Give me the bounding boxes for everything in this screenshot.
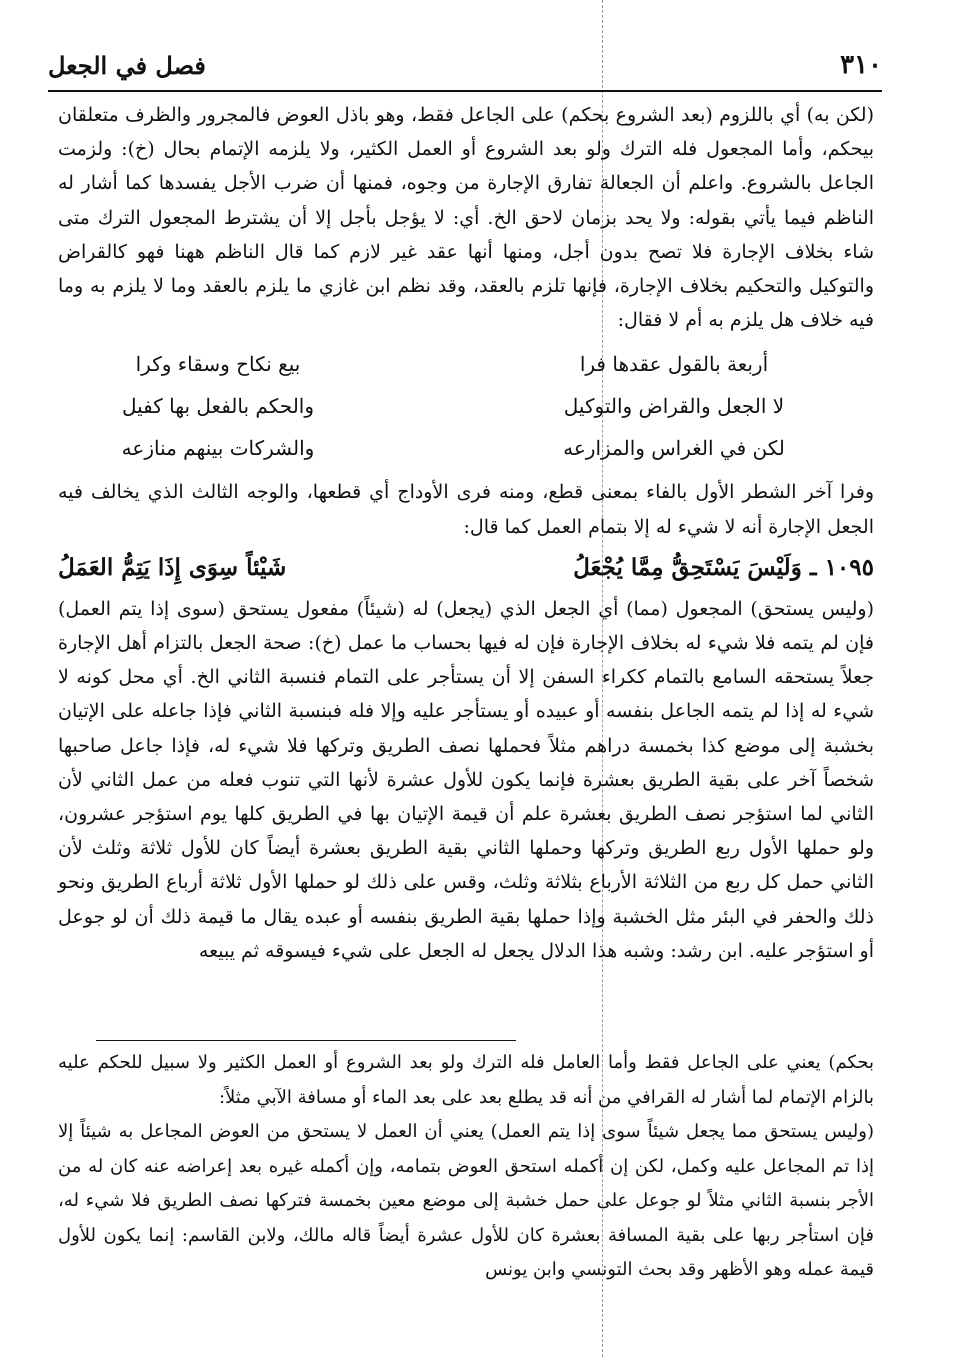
paragraph-commentary-2: وفرا آخر الشطر الأول بالفاء بمعنى قطع، ومنه فرى الأوداج أي قطعها، والوجه الثالث الذي يخالف فيه الجعل الإجارة أنه لا شيء له إلا بتمام العمل كما قال: <box>58 481 874 538</box>
footnote-2: (وليس يستحق مما يجعل شيئاً سوى إذا يتم العمل) يعني أن العمل لا يستحق من العوض المجاعل به شيئاً إلا إذا تم المجاعل عليه وكمل، لكن إن أكمله استحق العوض بتمامه، وإن أكمله غيره بعد إعراضه عنه كان له من الأجر بنسبة الثاني مثلاً لو جوعل على حمل خشبة إلى موضع معين بخمسة فتركها نصف الطريق فلا شيء له، فإن استأجر ربها على بقية المسافة بعشرة كان للأول عشرة أيضاً قاله مالك، ولابن القاسم: إنما يكون للأول قيمة عمله وهو الأظهر وقد بحث التونسي وابن يونس <box>58 1121 874 1280</box>
numbered-verse-lead <box>573 551 874 585</box>
header-rule <box>48 90 882 92</box>
chapter-title: فصل في الجعل <box>48 50 206 80</box>
footnote-rule <box>96 1040 516 1041</box>
poem-verse <box>58 343 874 385</box>
verse-first-hemistich: لكن في الغراس والمزارعه <box>563 436 785 461</box>
verse-second-hemistich: والحكم بالفعل بها كفيل <box>121 394 314 419</box>
verse-second-hemistich: بيع نكاح وسقاء وكرا <box>135 352 301 377</box>
verse-first-hemistich: أربعة بالقول عقدها فرا <box>579 352 769 377</box>
poem-verse <box>58 385 874 427</box>
paragraph-commentary-3: (وليس يستحق) المجعول (مما) أي الجعل الذي (يجعل) له (شيئاً) مفعول يستحق (سوى إذا يتم العمل) فإن لم يتمه فلا شيء له بخلاف الإجارة فإن له فيها بحساب ما عمل (خ): صحة الجعل بالتزام أهل الإجارة جعلاً يستحقه السامع بالتمام ككراء السفن إلا أن يستأجر على التمام فنسبة الثاني الخ. أي محل كونه لا شيء له إذا لم يتمه الجاعل بنفسه أو عبيده أو يستأجر عليه وإلا فله فبنسبة الثاني فإذا جاعله على الإتيان بخشبة إلى موضع كذا بخمسة دراهم مثلاً فحملها نصف الطريق وتركها فلا شيء له، فإذا جاعل صاحبها شخصاً آخر على بقية الطريق بعشرة فإنما يكون للأول عشرة لأنها التي تنوب فعله من عمل الثاني لأن الثاني لما استؤجر نصف الطريق بعشرة علم أن قيمة الإتيان بها في الطريق كلها يوم استؤجر عشرون، ولو حملها الأول ربع الطريق وتركها وحملها الثاني بقية الطريق بعشرة أيضاً كان للأول ثلاثة وثلث لأن الثاني حمل كل ربع من الثلاثة الأرباع بثلاثة وثلث، وقس على ذلك لو حملها الأول ثلاثة أرباع الطريق ونحو ذلك والحفر في البئر مثل الخشبة وإذا حملها بقية الطريق بنفسه أو عبده يقال ما قيمة ذلك أن لو جوعل أو استؤجر عليه. ابن رشد: وشبه هذا الدلال يجعل له الجعل على شيء فيسوقه ثم يبيعه <box>58 597 874 962</box>
page-header <box>48 42 882 88</box>
poem-block <box>58 343 874 469</box>
footnote-1: بحكم) يعني على الجاعل فقط وأما العامل فله الترك ولو بعد الشروع أو العمل الكثير ولا سبيل للحكم عليه بالزام الإتمام لما أشار له القرافي من أنه قد يطلع بعد على بعد الماء أو مسافة الآبي مثلاً: <box>58 1052 874 1108</box>
verse-first-hemistich: لا الجعل والقراض والتوكيل <box>563 394 785 419</box>
footnotes <box>58 1046 874 1288</box>
verse-number: ١٠٩٥ ـ <box>809 553 874 581</box>
page-number: ٣١٠ <box>840 50 882 80</box>
paragraph-commentary-1: (لكن به) أي باللزوم (بعد الشروع بحكم) على الجاعل فقط، وهو باذل العوض فالمجرور والظرف متعلقان بيحكم، وأما المجعول فله الترك ولو بعد الشروع أو العمل الكثير، ولا يلزمه الإتمام بحال (خ): ولزمت الجاعل بالشروع. واعلم أن الجعالة تفارق الإجارة من وجوه، فمنها أن ضرب الأجل يفسدها كما أشار له الناظم فيما يأتي بقوله: ولا يحد بزمان لاحق الخ. أي: لا يؤجل بأجل إلا أن يشترط المجعول الترك متى شاء بخلاف الإجارة فلا تصح بدون أجل، ومنها أنها عقد غير لازم كما قال الناظم ههنا فهو كالقراض والتوكيل والتحكيم بخلاف الإجارة، فإنها تلزم بالعقد، وقد نظم ابن غازي ما يلزم بالعقد وما لا يلزم به وما فيه خلاف هل يلزم به أم لا فقال: <box>58 104 874 332</box>
numbered-verse-second-hemistich: شَيْئاً سِوَى إِذَا يَتِمُّ العَمَلُ <box>58 553 287 581</box>
numbered-verse-1095 <box>58 546 874 590</box>
main-text <box>58 98 874 968</box>
verse-second-hemistich: والشركات بينهم منازعه <box>121 436 315 461</box>
poem-verse <box>58 427 874 469</box>
numbered-verse-first-hemistich: وَلَيْسَ يَسْتَحِقُّ مِمَّا يُجْعَلُ <box>573 553 802 581</box>
